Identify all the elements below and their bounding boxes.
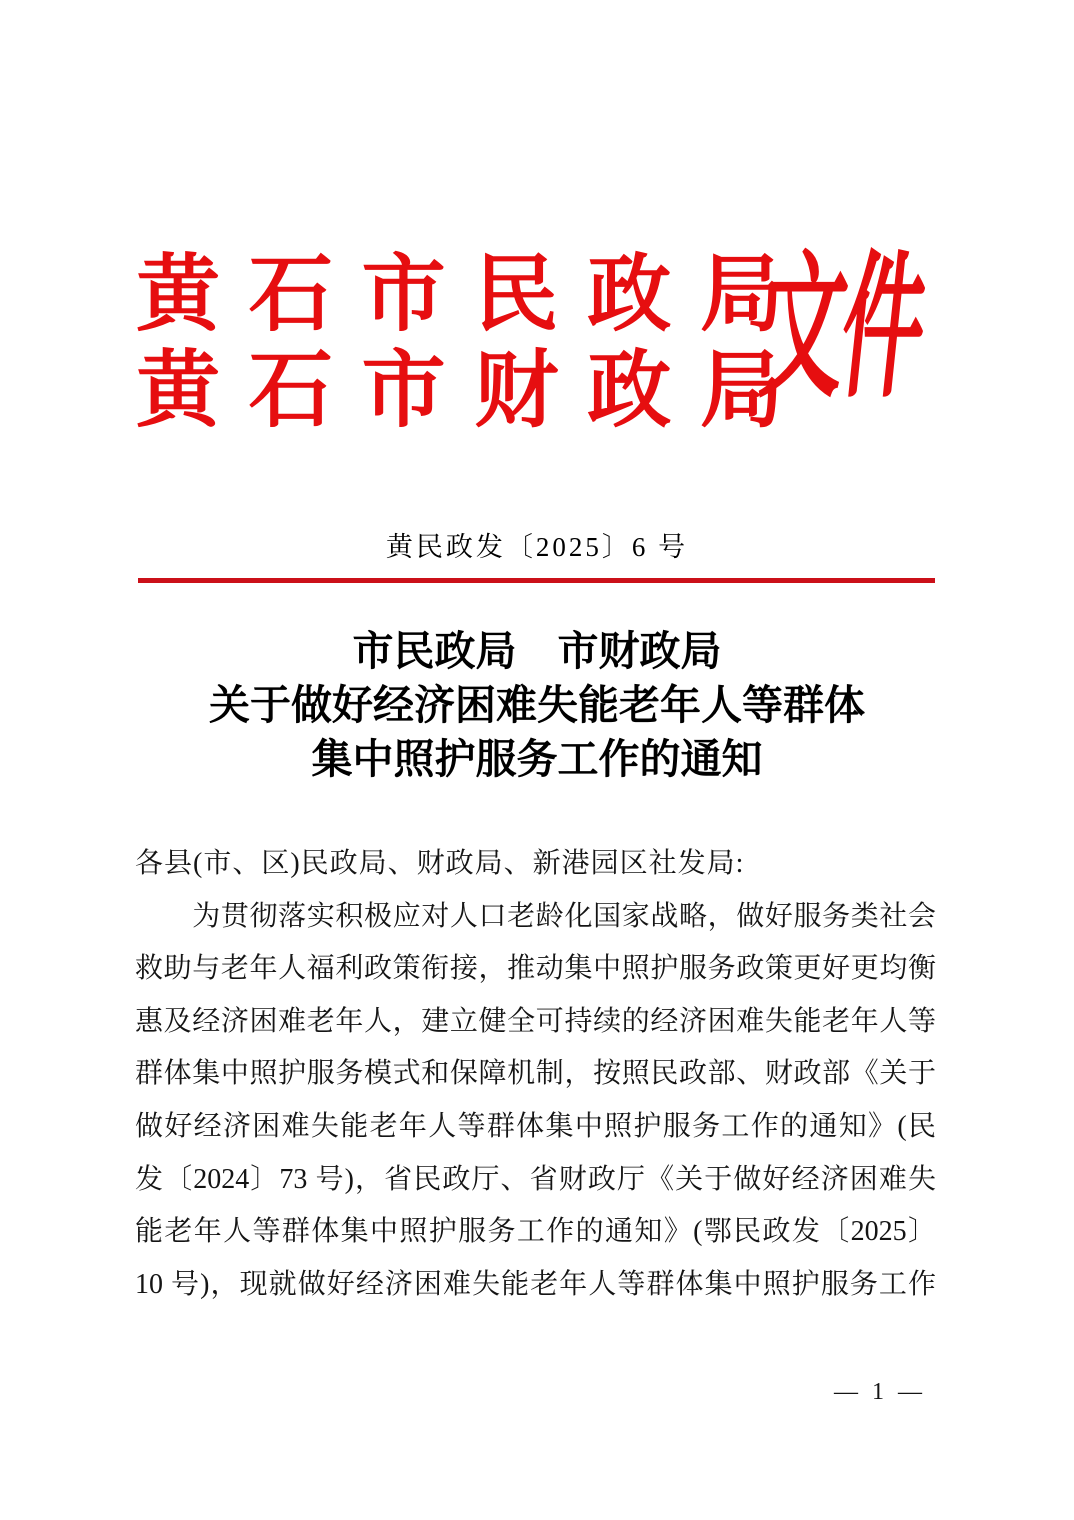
title-line: 集中照护服务工作的通知 — [311, 736, 763, 782]
issuing-organizations — [136, 248, 784, 440]
red-separator-line — [138, 578, 935, 583]
organization-name-line-2: 黄石市财政局 — [136, 345, 784, 438]
letterhead — [136, 241, 936, 443]
body-text-line: 惠及经济困难老年人，建立健全可持续的经济困难失能老年人等 — [135, 1005, 936, 1037]
title-line: 市民政局 市财政局 — [352, 628, 722, 674]
body-text-line: 发〔2024〕73 号)，省民政厅、省财政厅《关于做好经济困难失 — [135, 1163, 936, 1195]
organization-name-line-1: 黄石市民政局 — [136, 249, 784, 342]
body-text-line: 做好经济困难失能老年人等群体集中照护服务工作的通知》(民 — [135, 1110, 936, 1142]
body-text-line: 为贯彻落实积极应对人口老龄化国家战略，做好服务类社会 — [135, 900, 936, 932]
body-paragraph — [135, 891, 936, 1312]
doc-type-label: 文件 — [754, 241, 931, 417]
body-text-line: 群体集中照护服务模式和保障机制，按照民政部、财政部《关于 — [135, 1058, 936, 1090]
page-number: — 1 — — [834, 1379, 926, 1405]
salutation: 各县(市、区)民政局、财政局、新港园区社发局: — [135, 848, 745, 879]
body-text-line: 能老年人等群体集中照护服务工作的通知》(鄂民政发〔2025〕 — [135, 1216, 936, 1248]
body-text-line: 救助与老年人福利政策衔接，推动集中照护服务政策更好更均衡 — [135, 953, 936, 985]
document-number: 黄民政发〔2025〕6 号 — [385, 532, 689, 562]
document-body — [135, 838, 936, 1311]
body-text-line: 10 号)，现就做好经济困难失能老年人等群体集中照护服务工作 — [135, 1268, 936, 1300]
title-line: 关于做好经济困难失能老年人等群体 — [209, 682, 865, 728]
document-title — [87, 624, 987, 786]
